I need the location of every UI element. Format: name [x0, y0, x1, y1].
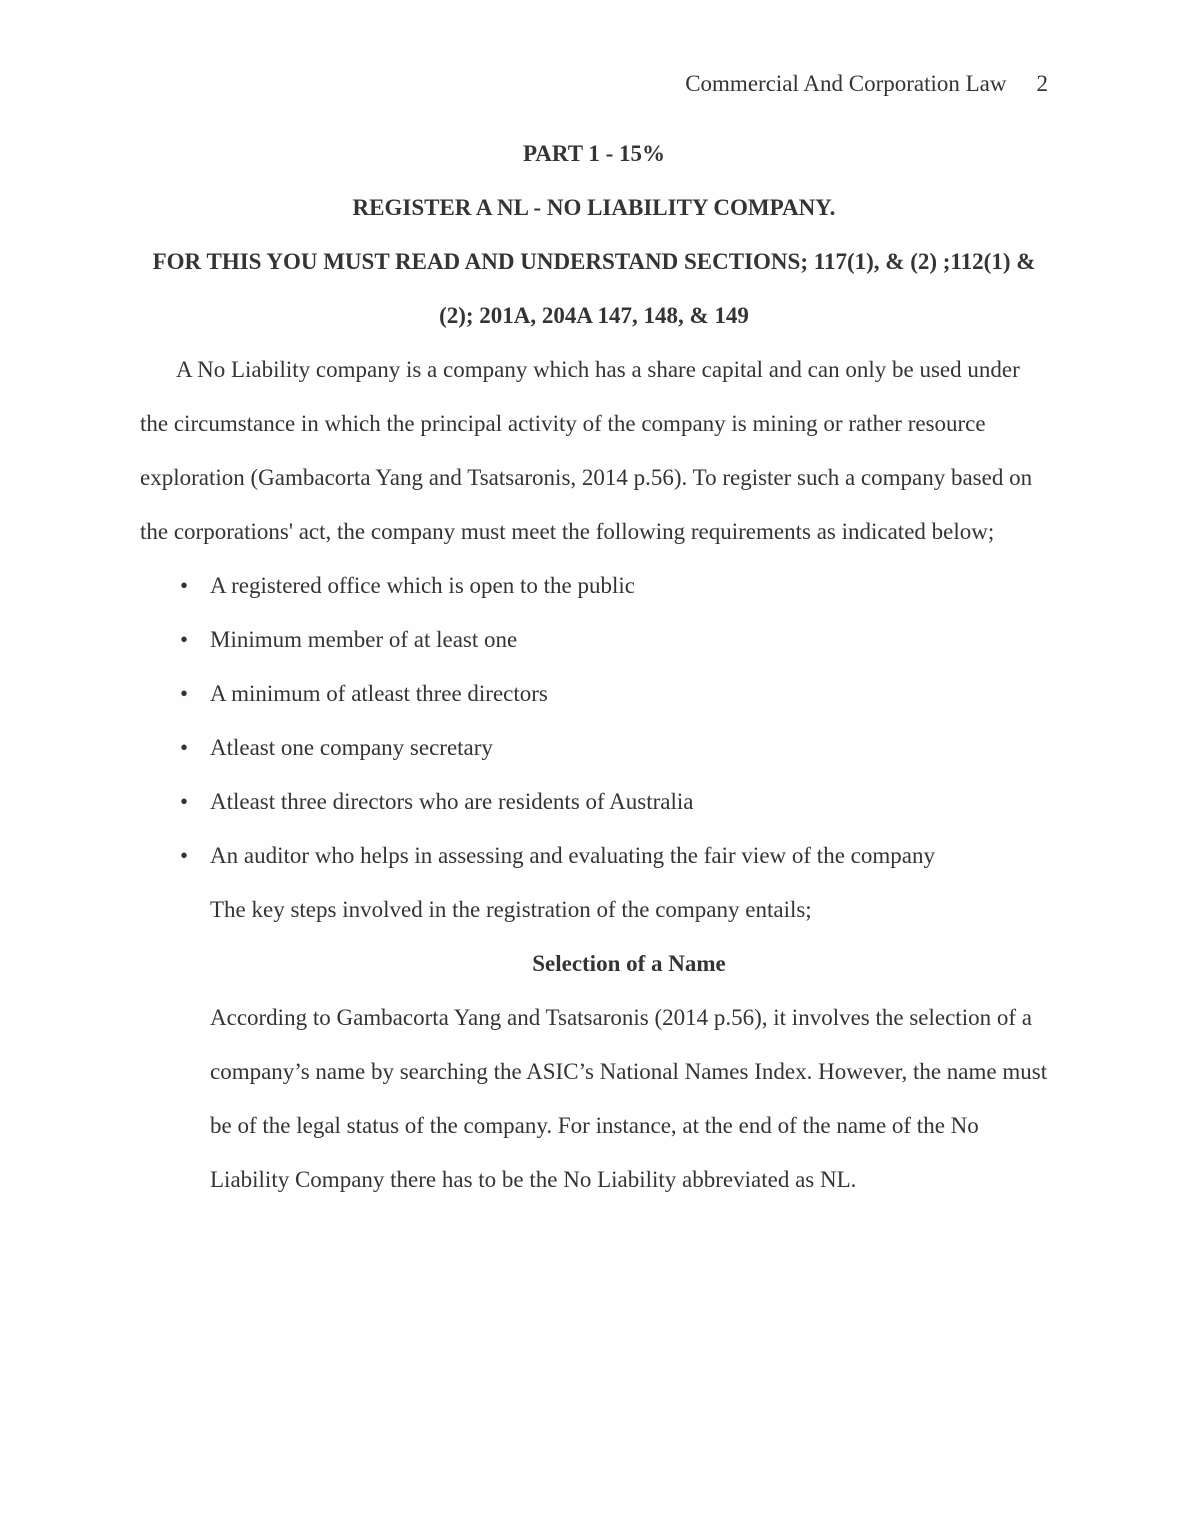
bullet-icon: • [180, 789, 189, 814]
requirement-text: Minimum member of at least one [210, 627, 518, 652]
requirements-list [140, 559, 1048, 883]
bullet-icon: • [180, 843, 189, 868]
selection-paragraph: According to Gambacorta Yang and Tsatsaronis (2014 p.56), it involves the selection of a company’s name by searching the ASIC’s National Names Index. However, the name must be of the legal status of the company. For instance, at the end of the name of the No Liability Company there has to be the No Liability abbreviated as NL. [210, 1005, 1048, 1192]
bullet-icon: • [180, 627, 189, 652]
page-number: 2 [1036, 71, 1048, 96]
list-item [180, 559, 1048, 613]
requirement-text: An auditor who helps in assessing and evaluating the fair view of the company [210, 843, 935, 868]
requirement-text: Atleast three directors who are residents of Australia [210, 789, 694, 814]
requirement-text: A registered office which is open to the public [210, 573, 635, 598]
heading-selection: Selection of a Name [532, 951, 726, 976]
intro-paragraph: A No Liability company is a company which has a share capital and can only be used under the circumstance in which the principal activity of the company is mining or rather resource exploration (Gambacorta Yang and Tsatsaronis, 2014 p.56). To register such a company based on the corporations' act, the company must meet the following requirements as indicated below; [140, 357, 1033, 544]
list-item [180, 721, 1048, 775]
list-item [180, 775, 1048, 829]
key-steps-line: The key steps involved in the registration of the company entails; [210, 897, 812, 922]
requirement-text: A minimum of atleast three directors [210, 681, 548, 706]
list-item [180, 667, 1048, 721]
heading-part: PART 1 - 15% [522, 141, 666, 166]
heading-register: REGISTER A NL - NO LIABILITY COMPANY. [352, 195, 836, 220]
list-item [180, 829, 1048, 883]
requirement-text: Atleast one company secretary [210, 735, 493, 760]
page-header [140, 57, 1048, 111]
bullet-icon: • [180, 573, 189, 598]
list-item [180, 613, 1048, 667]
running-head: Commercial And Corporation Law [685, 71, 1007, 96]
bullet-icon: • [180, 735, 189, 760]
heading-sections: FOR THIS YOU MUST READ AND UNDERSTAND SECTIONS; 117(1), & (2) ;112(1) &(2); 201A, 204A 147, 148, & 149 [152, 249, 1036, 328]
document-content [140, 127, 1048, 1207]
bullet-icon: • [180, 681, 189, 706]
